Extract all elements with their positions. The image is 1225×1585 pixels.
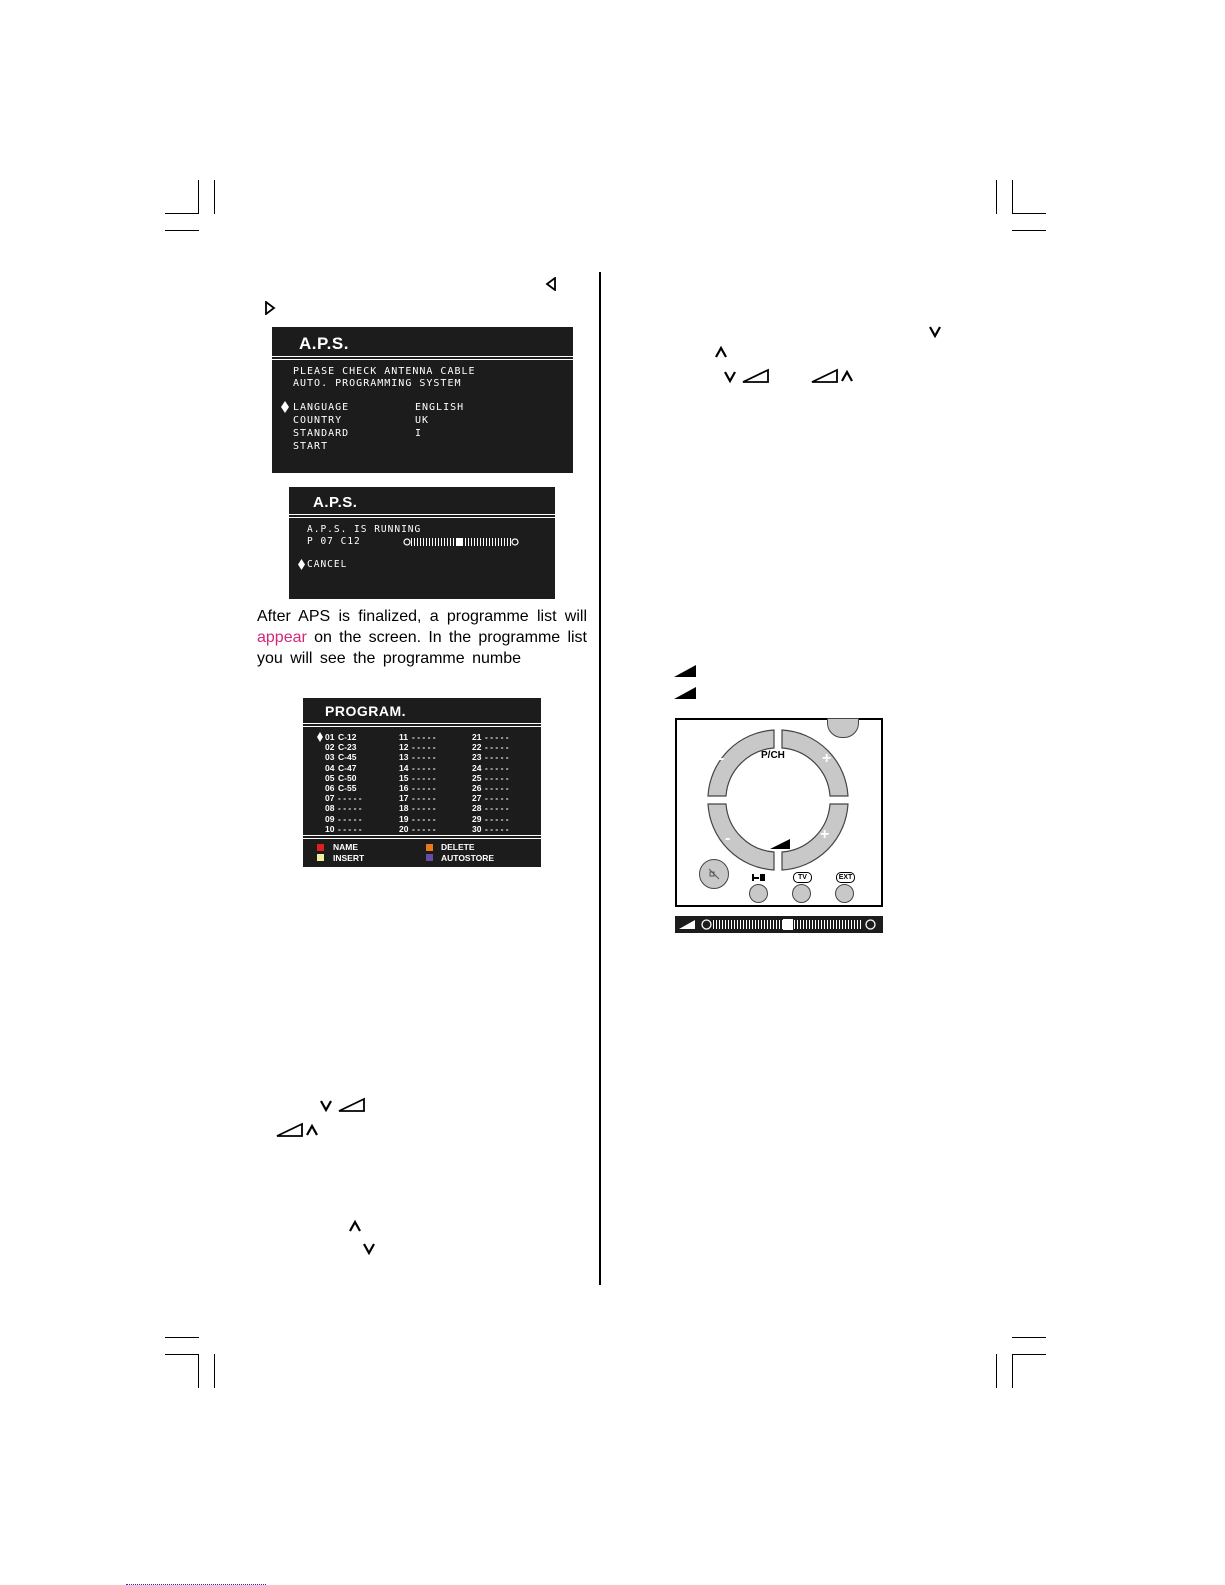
yellow-key-swatch [317, 854, 324, 861]
program-number: 22 [472, 742, 482, 753]
volume-osd-bar [675, 916, 883, 933]
mute-button[interactable] [699, 859, 729, 889]
program-name[interactable]: - - - - - [485, 732, 509, 742]
program-name[interactable]: - - - - - [412, 783, 436, 793]
mute-icon [708, 868, 720, 880]
program-number: 08 [325, 803, 335, 814]
aps-running-status: A.P.S. IS RUNNING [307, 524, 422, 535]
program-name[interactable]: C-12 [338, 732, 357, 742]
program-name[interactable]: - - - - - [485, 803, 509, 814]
ext-button[interactable] [835, 884, 854, 903]
program-number: 20 [399, 823, 409, 834]
tv-control-panel [675, 718, 883, 907]
program-number: 06 [325, 783, 335, 793]
ext-button-label: EXT [836, 872, 855, 883]
volume-icon [673, 664, 697, 678]
program-name[interactable]: - - - - - [412, 752, 436, 763]
right-arrow-icon [264, 301, 276, 315]
progress-bar [403, 538, 519, 546]
program-name[interactable]: - - - - - [338, 823, 362, 834]
program-number: 15 [399, 772, 409, 783]
program-name[interactable]: - - - - - [412, 793, 436, 804]
program-number: 12 [399, 742, 409, 753]
program-number: 11 [399, 732, 408, 742]
program-name[interactable]: - - - - - [412, 823, 436, 834]
aps-running-title: A.P.S. [313, 494, 358, 511]
up-arrow-icon [348, 1219, 362, 1233]
down-arrow-icon [362, 1241, 376, 1255]
program-number: 27 [472, 793, 482, 804]
program-number: 18 [399, 803, 409, 814]
program-name[interactable]: - - - - - [485, 813, 509, 824]
standard-value[interactable]: I [415, 428, 423, 439]
program-number: 16 [399, 783, 409, 793]
tv-button-label: TV [793, 872, 812, 883]
red-key-swatch [317, 844, 324, 851]
standard-label[interactable]: STANDARD [293, 428, 350, 439]
appear-highlight: appear [257, 629, 307, 646]
program-name[interactable]: C-55 [338, 783, 357, 793]
aps-running-channel: P 07 C12 [307, 536, 361, 547]
volume-plus-button[interactable]: + [820, 826, 830, 843]
program-number: 10 [325, 823, 335, 834]
program-list-screen [303, 698, 541, 867]
aps-running-screen [289, 487, 555, 599]
tv-button[interactable] [792, 884, 811, 903]
program-name[interactable]: C-45 [338, 752, 357, 763]
column-divider [599, 272, 601, 1285]
aps-subtitle: AUTO. PROGRAMMING SYSTEM [293, 378, 462, 389]
legend-delete: DELETE [441, 842, 475, 852]
program-name[interactable]: - - - - - [338, 813, 362, 824]
paragraph-line-3: you will see the programme numbe [257, 650, 522, 667]
down-volume-icons [319, 1096, 367, 1114]
program-name[interactable]: - - - - - [412, 803, 436, 814]
program-number: 05 [325, 772, 335, 783]
volume-up-icons [275, 1121, 323, 1139]
program-name[interactable]: C-50 [338, 772, 357, 783]
volume-marker [783, 919, 793, 930]
country-value[interactable]: UK [415, 415, 430, 426]
program-number: 14 [399, 762, 409, 773]
pch-label: P/CH [761, 750, 785, 761]
selection-diamond-icon [281, 401, 289, 413]
program-name[interactable]: - - - - - [485, 772, 509, 783]
program-number: 19 [399, 813, 409, 824]
program-number: 23 [472, 752, 482, 763]
volume-icon [678, 919, 696, 930]
program-number: 25 [472, 772, 482, 783]
program-name[interactable]: - - - - - [412, 732, 436, 742]
program-name[interactable]: - - - - - [412, 742, 436, 753]
language-value[interactable]: ENGLISH [415, 402, 465, 413]
pch-minus-button[interactable]: - [719, 750, 725, 767]
purple-key-swatch [426, 854, 433, 861]
legend-insert: INSERT [333, 853, 365, 863]
aps-finalized-paragraph [257, 606, 587, 669]
program-name[interactable]: - - - - - [485, 752, 509, 763]
program-name[interactable]: C-47 [338, 762, 357, 773]
country-label[interactable]: COUNTRY [293, 415, 343, 426]
program-name[interactable]: C-23 [338, 742, 357, 753]
program-name[interactable]: - - - - - [485, 793, 509, 804]
program-name[interactable]: - - - - - [412, 772, 436, 783]
start-label[interactable]: START [293, 441, 329, 452]
down-volume-icons [723, 367, 771, 385]
volume-icon [769, 838, 791, 850]
down-arrow-icon [928, 324, 942, 338]
volume-icon [673, 686, 697, 700]
volume-right-cap-icon [865, 919, 876, 930]
program-number: 04 [325, 762, 335, 773]
program-number: 09 [325, 813, 335, 824]
program-number: 21 [472, 732, 482, 742]
selection-diamond-icon [317, 732, 323, 742]
program-name[interactable]: - - - - - [485, 783, 509, 793]
progress-marker [456, 538, 462, 546]
aps-menu-screen [272, 327, 573, 473]
program-number: 26 [472, 783, 482, 793]
program-name[interactable]: - - - - - [485, 762, 509, 773]
program-number: 17 [399, 793, 409, 804]
program-number: 13 [399, 752, 409, 763]
program-name[interactable]: - - - - - [412, 813, 436, 824]
paragraph-line-2-rest: on the screen. In the programme list [314, 629, 587, 646]
cancel-option[interactable]: CANCEL [307, 559, 348, 570]
av-button[interactable] [749, 884, 768, 903]
program-number: 30 [472, 823, 482, 834]
program-name[interactable]: - - - - - [338, 803, 362, 814]
program-name[interactable]: - - - - - [485, 742, 509, 753]
volume-minus-button[interactable]: - [725, 830, 731, 847]
up-arrow-icon [714, 345, 728, 359]
antenna-check-text: PLEASE CHECK ANTENNA CABLE [293, 366, 476, 377]
pch-plus-button[interactable]: + [822, 750, 832, 767]
program-name[interactable]: - - - - - [338, 793, 362, 804]
left-arrow-icon [545, 277, 557, 291]
language-label[interactable]: LANGUAGE [293, 402, 350, 413]
legend-name: NAME [333, 842, 359, 852]
paragraph-line-1: After APS is finalized, a programme list will [257, 608, 587, 625]
program-name[interactable]: - - - - - [485, 823, 509, 834]
selection-diamond-icon [298, 559, 305, 570]
paragraph-line-2 [257, 627, 587, 648]
program-number: 03 [325, 752, 335, 763]
legend-autostore: AUTOSTORE [441, 853, 495, 863]
av-icon [751, 873, 767, 882]
program-number: 29 [472, 813, 482, 824]
volume-up-icons [810, 367, 858, 385]
progress-left-cap-icon [403, 538, 411, 546]
program-number: 07 [325, 793, 335, 804]
progress-right-cap-icon [511, 538, 519, 546]
program-number: 01 [325, 732, 335, 742]
aps-menu-title: A.P.S. [299, 334, 349, 353]
orange-key-swatch [426, 844, 433, 851]
program-number: 28 [472, 803, 482, 814]
program-number: 02 [325, 742, 335, 753]
program-name[interactable]: - - - - - [412, 762, 436, 773]
volume-left-cap-icon [701, 919, 712, 930]
program-list-title: PROGRAM. [325, 703, 406, 719]
program-number: 24 [472, 762, 482, 773]
